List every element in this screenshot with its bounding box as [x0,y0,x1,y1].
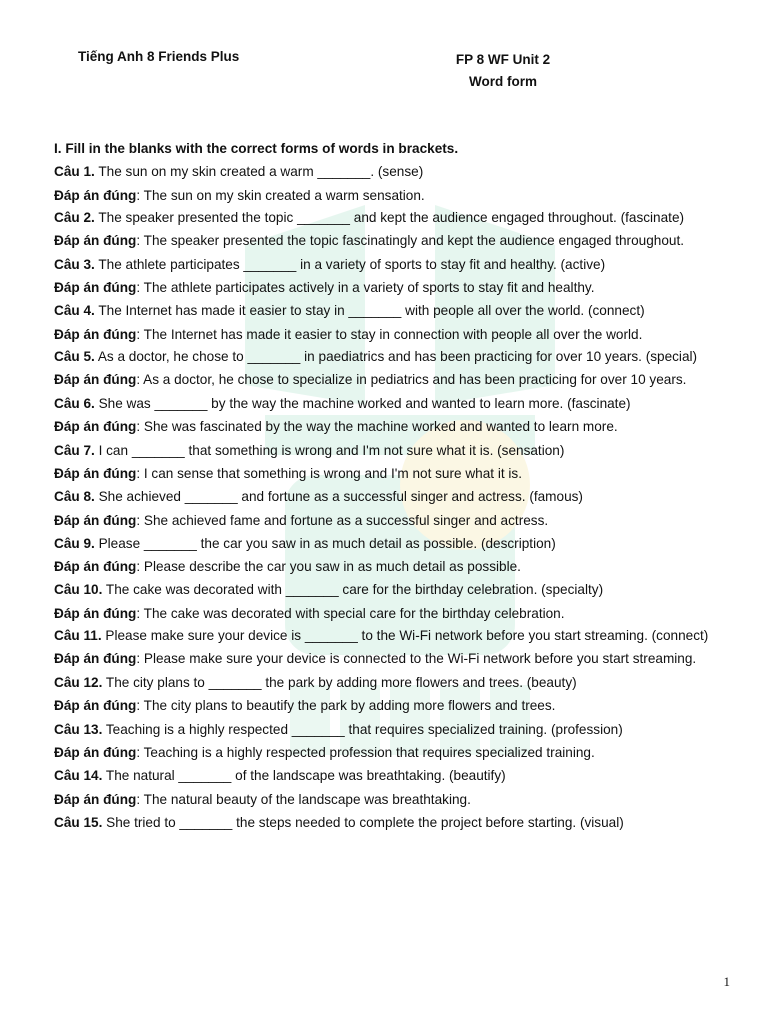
header-right-title [433,49,573,93]
question-13: Câu 13. Teaching is a highly respected _______ that requires specialized training. (profession) [54,721,623,737]
answer-8: Đáp án đúng: She achieved fame and fortune as a successful singer and actress. [54,512,549,528]
header-unit: FP 8 WF Unit 2 [455,52,551,67]
question-2: Câu 2. The speaker presented the topic _______ and kept the audience engaged throughout. (fascinate) [54,209,685,225]
answer-10: Đáp án đúng: The cake was decorated with special care for the birthday celebration. [54,605,565,621]
question-1: Câu 1. The sun on my skin created a warm _______. (sense) [54,164,424,180]
question-8: Câu 8. She achieved _______ and fortune as a successful singer and actress. (famous) [54,489,583,505]
question-9: Câu 9. Please _______ the car you saw in as much detail as possible. (description) [54,535,556,551]
question-11: Câu 11. Please make sure your device is _______ to the Wi-Fi network before you start streaming. (connect) [54,628,709,644]
answer-5: Đáp án đúng: As a doctor, he chose to specialize in pediatrics and has been practicing for over 10 years. [54,372,687,388]
answer-4: Đáp án đúng: The Internet has made it easier to stay in connection with people all over the world. [54,326,643,342]
answer-2: Đáp án đúng: The speaker presented the topic fascinatingly and kept the audience engaged throughout. [54,232,684,248]
question-15: Câu 15. She tried to _______ the steps needed to complete the project before starting. (visual) [54,814,624,830]
question-10: Câu 10. The cake was decorated with _______ care for the birthday celebration. (specialty) [54,582,604,598]
question-5: Câu 5. As a doctor, he chose to _______ in paediatrics and has been practicing for over 10 years. (special) [54,349,698,365]
question-12: Câu 12. The city plans to _______ the park by adding more flowers and trees. (beauty) [54,675,577,691]
answer-9: Đáp án đúng: Please describe the car you saw in as much detail as possible. [54,559,521,575]
question-7: Câu 7. I can _______ that something is wrong and I'm not sure what it is. (sensation) [54,442,565,458]
page-number: 1 [723,974,730,989]
answer-6: Đáp án đúng: She was fascinated by the way the machine worked and wanted to learn more. [54,419,618,435]
answer-7: Đáp án đúng: I can sense that something is wrong and I'm not sure what it is. [54,465,523,481]
answer-3: Đáp án đúng: The athlete participates actively in a variety of sports to stay fit and healthy. [54,280,595,296]
question-14: Câu 14. The natural _______ of the landscape was breathtaking. (beautify) [54,768,506,784]
worksheet-content [54,137,732,834]
header-subtitle: Word form [469,74,537,89]
header-left-title: Tiếng Anh 8 Friends Plus [78,49,240,64]
answer-13: Đáp án đúng: Teaching is a highly respected profession that requires specialized training. [54,744,595,760]
answer-1: Đáp án đúng: The sun on my skin created a warm sensation. [54,187,425,203]
question-3: Câu 3. The athlete participates _______ in a variety of sports to stay fit and healthy. (active) [54,256,606,272]
question-6: Câu 6. She was _______ by the way the machine worked and wanted to learn more. (fascinate) [54,396,631,412]
answer-14: Đáp án đúng: The natural beauty of the landscape was breathtaking. [54,791,471,807]
question-4: Câu 4. The Internet has made it easier to stay in _______ with people all over the world. (connect) [54,303,645,319]
section-title: I. Fill in the blanks with the correct forms of words in brackets. [54,141,459,156]
answer-12: Đáp án đúng: The city plans to beautify the park by adding more flowers and trees. [54,698,556,714]
answer-11: Đáp án đúng: Please make sure your device is connected to the Wi-Fi network before you start streaming. [54,651,697,667]
